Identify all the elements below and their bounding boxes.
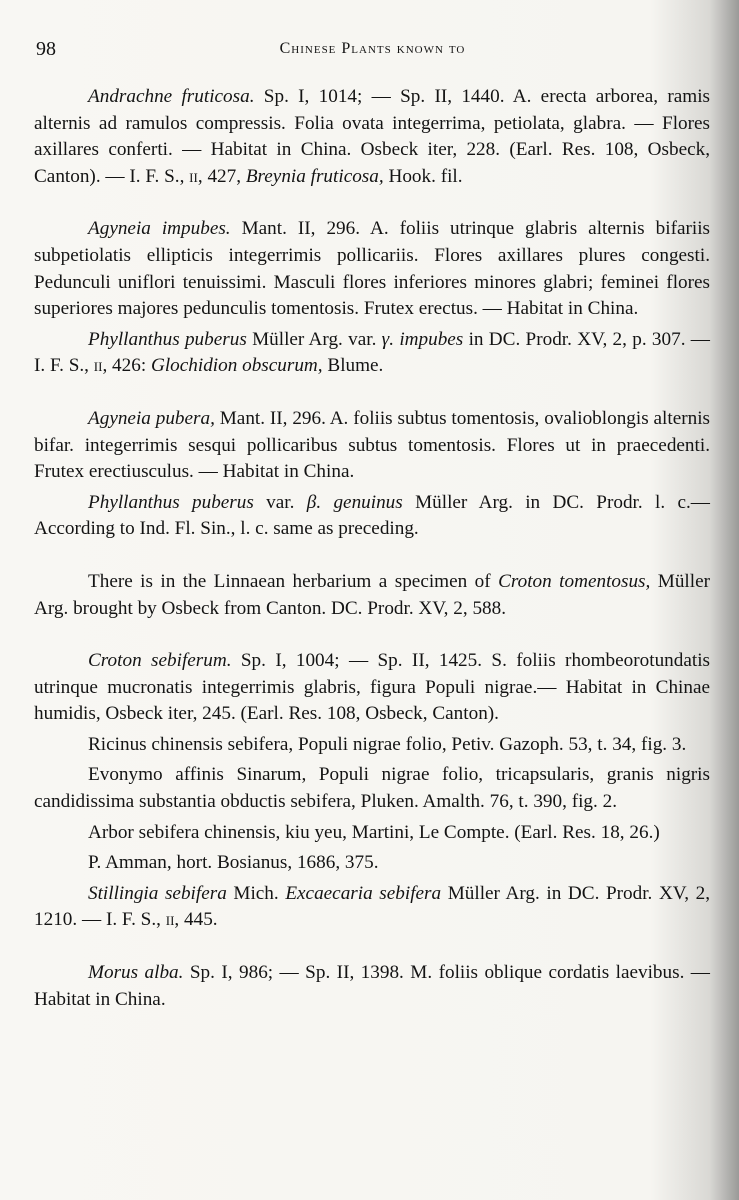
text-run: Sp. I, 986; — Sp. II, 1398. M. foliis oblique cordatis laevibus. — Habitat in China. [34,962,710,1010]
italic-text: γ. impubes [381,328,464,350]
small-caps-text: ii [165,909,175,931]
text-run: var. [253,491,307,513]
text-run: Hook. fil. [383,165,463,187]
text-run: P. Amman, hort. Bosianus, 1686, 375. [88,852,379,874]
paragraph [34,648,710,728]
text-run: , 445. [174,909,218,931]
paragraph [34,569,710,622]
italic-text: Phyllanthus puberus [88,491,254,513]
paragraph [34,762,710,815]
paragraph [34,490,710,543]
text-run: Arbor sebifera chinensis, kiu yeu, Martini, Le Compte. (Earl. Res. 18, 26.) [88,821,660,843]
italic-text: Morus alba. [88,962,184,984]
italic-text: Croton sebiferum. [88,650,232,672]
text-run: Sp. I, 1014; — Sp. II, 1440. A. erecta arborea, ramis alternis ad ramulos compressis. Folia ovata integerrima, petiolata, glabra. — Flores axillares conferti. — Habitat in China. Osbeck iter, 228. (Earl. Res. 108, Osbeck, Canton). — I. F. S., [34,86,710,187]
paragraph [34,732,710,759]
paragraph [34,216,710,322]
italic-text: Excaecaria sebifera [285,882,442,904]
page-header [36,38,709,64]
italic-text: Stillingia sebifera [88,882,227,904]
text-run: Mant. II, 296. A. foliis utrinque glabris alternis bifariis subpetiolatis ellipticis integerrimis pollicariis. Flores axillares plures congesti. Pedunculi uniflori tenuissimi. Masculi flores inferiores minores glabri; feminei flores superiores majores pedunculis tomentosis. Frutex erectus. — Habitat in China. [34,218,710,320]
italic-text: Croton tomentosus, [498,570,651,592]
paragraph [34,406,710,486]
text-run: Müller Arg. in DC. Prodr. XV, 2, 1210. — I. F. S., [34,882,710,931]
text-run: Mant. II, 296. A. foliis subtus tomentosis, ovalioblongis alternis bifar. integerrimis sesqui pollicaribus subtus tomentosis. Flores ut in praecedenti. Frutex erectiusculus. — Habitat in China. [34,407,711,483]
text-run: Müller Arg. var. [246,328,382,350]
paragraph [34,327,710,380]
italic-text: Breynia fruticosa, [245,165,384,187]
text-run: Müller Arg. brought by Osbeck from Canton. DC. Prodr. XV, 2, 588. [34,570,710,619]
page-number: 98 [36,38,56,60]
small-caps-text: ii [189,165,198,187]
paragraph [34,850,710,877]
running-title: Chinese Plants known to [279,40,466,57]
paragraph [34,84,710,190]
text-run: Müller Arg. in DC. Prodr. l. c.— According to Ind. Fl. Sin., l. c. same as preceding. [34,491,710,540]
paragraph [34,881,710,934]
text-run: , 426: [102,355,151,377]
body-text [34,84,710,1013]
text-run: Ricinus chinensis sebifera, Populi nigrae folio, Petiv. Gazoph. 53, t. 34, fig. 3. [88,733,687,755]
text-run: Blume. [322,355,384,377]
italic-text: β. genuinus [306,491,403,513]
text-run: Evonymo affinis Sinarum, Populi nigrae folio, tricapsularis, granis nigris candidissima substantia obductis sebifera, Pluken. Amalth. 76, t. 390, fig. 2. [34,764,710,813]
text-run: , 427, [197,165,246,187]
text-run: Mich. [226,882,286,904]
text-run: Sp. I, 1004; — Sp. II, 1425. S. foliis rhombeorotundatis utrinque mucronatis integerrimis glabris, figura Populi nigrae.— Habitat in Chinae humidis, Osbeck iter, 245. (Earl. Res. 108, Osbeck, Canton). [34,650,711,725]
small-caps-text: ii [93,355,103,377]
italic-text: Agyneia pubera, [88,407,215,429]
text-run: in DC. Prodr. XV, 2, p. 307. — I. F. S., [34,328,710,377]
italic-text: Phyllanthus puberus [88,328,247,350]
italic-text: Agyneia impubes. [88,218,231,240]
italic-text: Glochidion obscurum, [150,355,323,377]
text-run: There is in the Linnaean herbarium a specimen of [88,570,499,592]
paragraph [34,960,710,1013]
italic-text: Andrachne fruticosa. [88,86,255,107]
paragraph [34,820,710,847]
